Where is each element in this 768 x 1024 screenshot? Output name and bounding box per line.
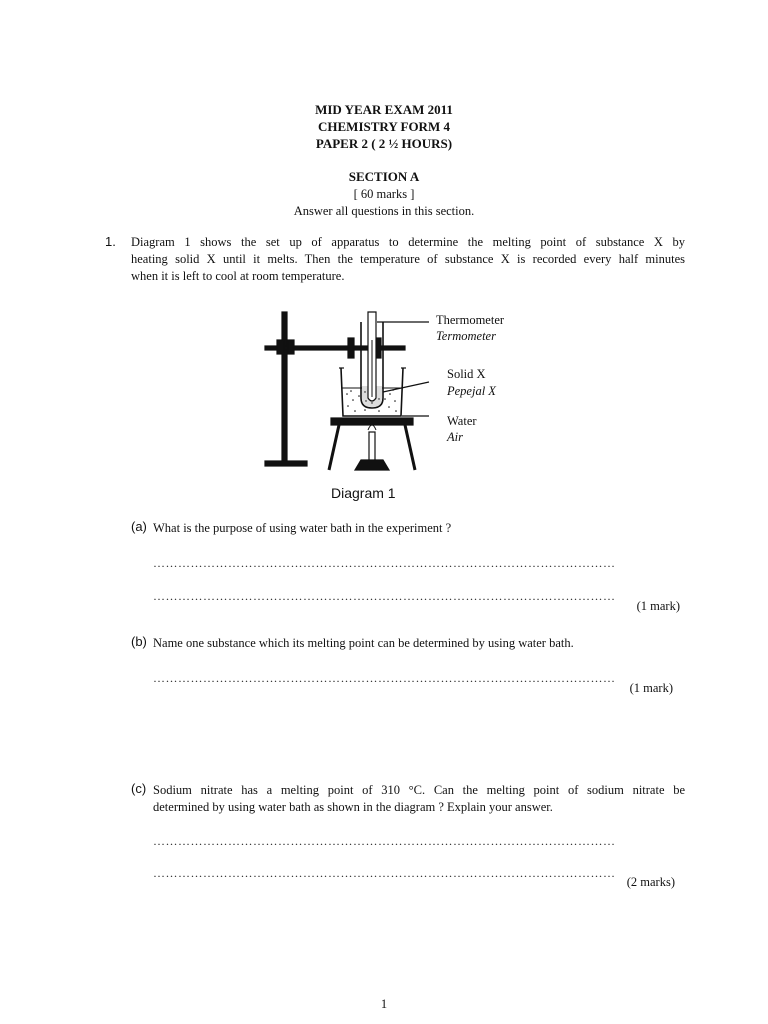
section-title: SECTION A [348, 169, 420, 184]
paper-title: PAPER 2 ( 2 ½ HOURS) [315, 136, 453, 151]
section-instruction: Answer all questions in this section. [293, 204, 475, 218]
part-a-mark: (1 mark) [636, 599, 680, 613]
part-c-answer-line-2[interactable]: ………………………………………………………………………………………………… [153, 866, 616, 880]
exam-title: MID YEAR EXAM 2011 [315, 102, 453, 117]
label-water: Water [447, 414, 477, 428]
part-a-answer-line-1[interactable]: ………………………………………………………………………………………………… [153, 556, 616, 570]
question-text-line3: when it is left to cool at room temperature. [131, 269, 345, 283]
label-solid-x: Solid X [447, 367, 486, 381]
section-marks: [ 60 marks ] [353, 187, 415, 201]
label-air: Air [447, 430, 463, 444]
part-b-mark: (1 mark) [629, 681, 673, 695]
retort-stand-rod [282, 312, 287, 464]
part-c-tag: (c) [131, 781, 147, 796]
part-c-answer-line-1[interactable]: ………………………………………………………………………………………………… [153, 834, 616, 848]
label-termometer: Termometer [436, 329, 496, 343]
apparatus-diagram [255, 300, 545, 510]
part-b-answer-line[interactable]: ………………………………………………………………………………………………… [153, 671, 616, 685]
question-text-line1: Diagram 1 shows the set up of apparatus to determine the melting point of substance X by [131, 235, 685, 249]
tripod-top [331, 418, 413, 425]
question-number: 1. [105, 234, 116, 249]
bunsen-burner [369, 432, 375, 462]
part-c-question-line2: determined by using water bath as shown in the diagram ? Explain your answer. [153, 800, 553, 814]
clamp-arm [265, 346, 405, 350]
part-a-tag: (a) [131, 519, 147, 534]
retort-stand-base [265, 461, 307, 466]
label-pepejal-x: Pepejal X [447, 384, 496, 398]
part-c-mark: (2 marks) [626, 875, 675, 889]
part-b-question: Name one substance which its melting point can be determined by using water bath. [153, 636, 574, 650]
label-thermometer: Thermometer [436, 313, 505, 327]
diagram-caption: Diagram 1 [331, 485, 396, 501]
question-text-line2: heating solid X until it melts. Then the temperature of substance X is recorded every half minutes [131, 252, 685, 266]
part-a-answer-line-2[interactable]: ………………………………………………………………………………………………… [153, 589, 616, 603]
part-a-question: What is the purpose of using water bath in the experiment ? [153, 521, 452, 535]
part-b-tag: (b) [131, 634, 147, 649]
part-c-question-line1: Sodium nitrate has a melting point of 310 °C. Can the melting point of sodium nitrate be [153, 783, 685, 797]
page-number: 1 [380, 997, 388, 1011]
subject-title: CHEMISTRY FORM 4 [318, 119, 450, 134]
